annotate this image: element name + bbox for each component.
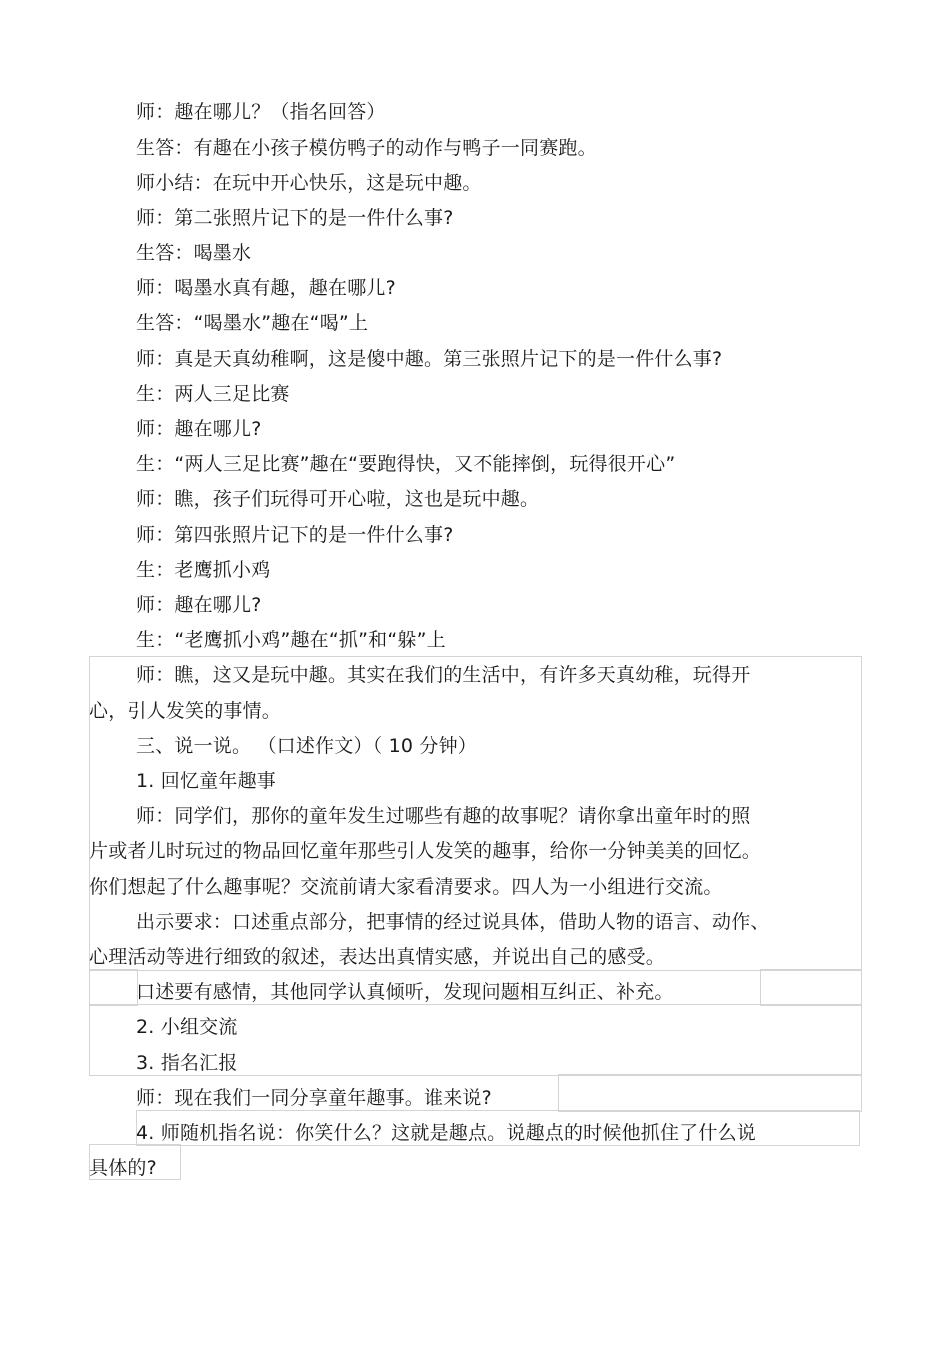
numbered-item: 1. 回忆童年趣事 <box>136 770 276 792</box>
dialogue-line: 生答：喝墨水 <box>136 242 252 264</box>
dialogue-line: 师：趣在哪儿? <box>136 418 262 440</box>
dialogue-line: 生：“老鹰抓小鸡”趣在“抓”和“躲”上 <box>136 629 446 651</box>
numbered-item: 4. 师随机指名说：你笑什么？这就是趣点。说趣点的时候他抓住了什么说 <box>136 1122 756 1144</box>
dialogue-line: 师：瞧，孩子们玩得可开心啦，这也是玩中趣。 <box>136 488 540 510</box>
section-heading: 三、说一说。 （口述作文）（ 10 分钟） <box>136 735 477 757</box>
layout-frame <box>89 969 138 1006</box>
numbered-item: 3. 指名汇报 <box>136 1052 238 1074</box>
dialogue-line: 师：真是天真幼稚啊，这是傻中趣。第三张照片记下的是一件什么事? <box>136 348 723 370</box>
dialogue-line: 师：趣在哪儿? <box>136 594 262 616</box>
dialogue-line: 具体的? <box>89 1157 157 1179</box>
dialogue-line: 生：老鹰抓小鸡 <box>136 559 271 581</box>
dialogue-line: 生答：“喝墨水”趣在“喝”上 <box>136 312 369 334</box>
dialogue-line: 师：现在我们一同分享童年趣事。谁来说? <box>136 1087 492 1109</box>
numbered-item: 2. 小组交流 <box>136 1016 238 1038</box>
dialogue-line: 生：“两人三足比赛”趣在“要跑得快，又不能摔倒，玩得很开心” <box>136 453 676 475</box>
requirement-text: 口述要有感情，其他同学认真倾听，发现问题相互纠正、补充。 <box>136 981 674 1003</box>
dialogue-line: 师：瞧，这又是玩中趣。其实在我们的生活中，有许多天真幼稚，玩得开 <box>136 664 751 686</box>
dialogue-line: 你们想起了什么趣事呢？交流前请大家看清要求。四人为一小组进行交流。 <box>89 876 723 898</box>
dialogue-line: 师：第四张照片记下的是一件什么事? <box>136 524 454 546</box>
layout-frame <box>558 1074 862 1112</box>
requirement-text: 出示要求：口述重点部分，把事情的经过说具体，借助人物的语言、动作、 <box>136 911 770 933</box>
dialogue-line: 师：趣在哪儿？（指名回答） <box>136 101 386 123</box>
dialogue-line: 心，引人发笑的事情。 <box>89 700 282 722</box>
dialogue-line: 生：两人三足比赛 <box>136 383 290 405</box>
dialogue-line: 生答：有趣在小孩子模仿鸭子的动作与鸭子一同赛跑。 <box>136 137 597 159</box>
dialogue-line: 片或者儿时玩过的物品回忆童年那些引人发笑的趣事，给你一分钟美美的回忆。 <box>89 840 762 862</box>
dialogue-line: 师：同学们，那你的童年发生过哪些有趣的故事呢？请你拿出童年时的照 <box>136 805 751 827</box>
dialogue-line: 师：喝墨水真有趣，趣在哪儿? <box>136 277 396 299</box>
dialogue-line: 师小结：在玩中开心快乐，这是玩中趣。 <box>136 172 482 194</box>
requirement-text: 心理活动等进行细致的叙述，表达出真情实感，并说出自己的感受。 <box>89 946 666 968</box>
layout-frame <box>760 969 862 1006</box>
dialogue-line: 师：第二张照片记下的是一件什么事? <box>136 207 454 229</box>
